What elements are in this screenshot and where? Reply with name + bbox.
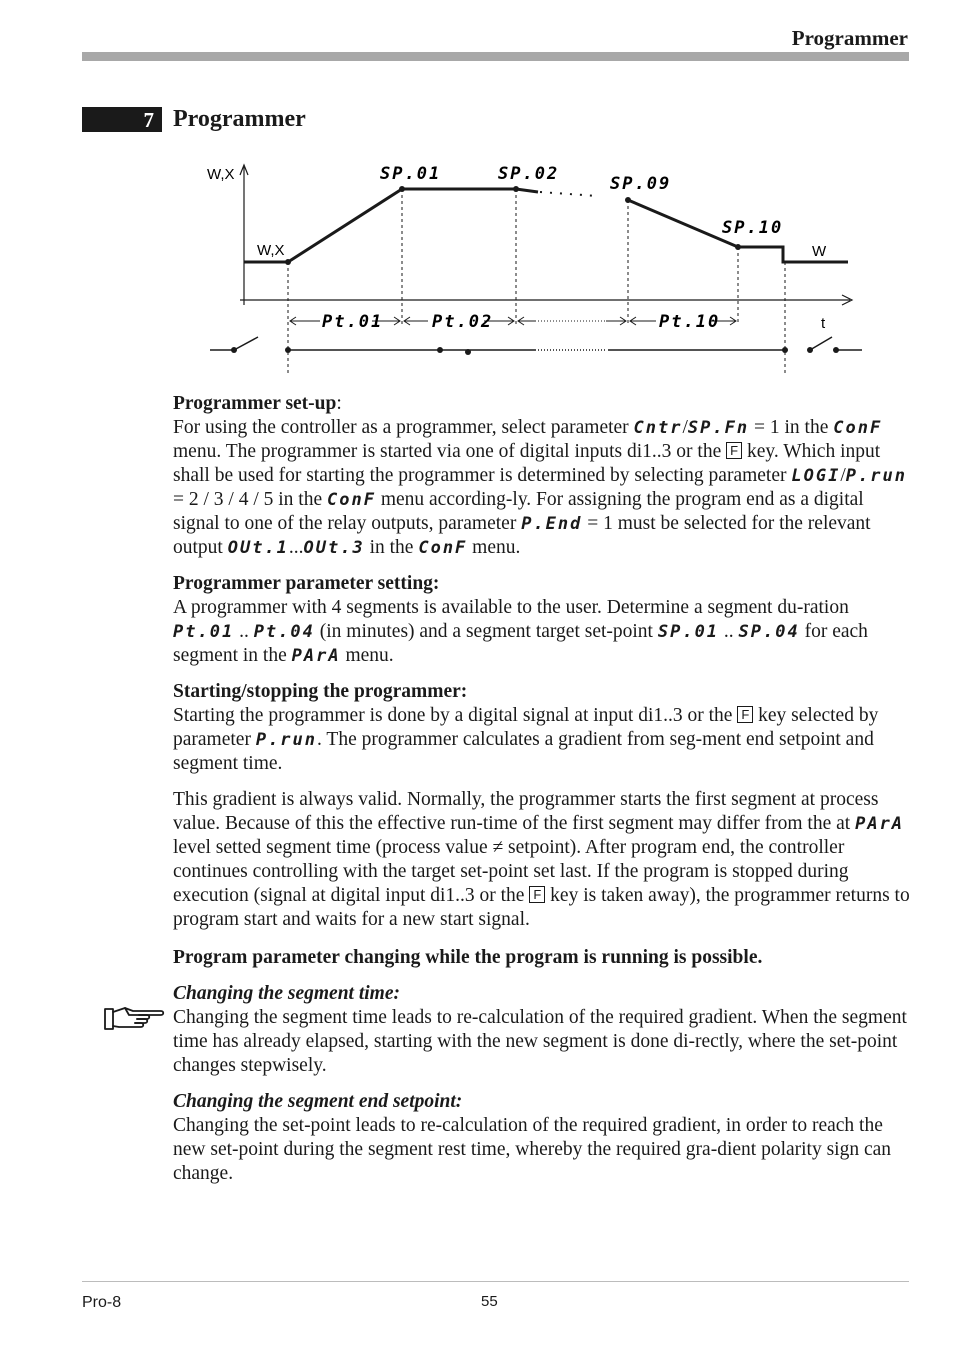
programmer-diagram [200,155,870,385]
param-prun: P.run [845,466,907,486]
label-sp01: SP.01 [380,164,442,184]
label-sp09: SP.09 [610,174,672,194]
x-axis-label: t [821,315,826,332]
param-setting-paragraph: Programmer parameter setting: A programmer with 4 segments is available to the user. Determine a segment du-ration Pt.01 .. Pt.04 (in minutes) and a segment target set-point SP.01 .. SP.04 for each segment in the PArA menu. [173,572,913,668]
param-prun: P.run [255,730,318,750]
param-out1: OUt.1 [227,538,289,558]
f-key-icon: F [737,706,753,723]
param-pt01: Pt.01 [173,622,235,642]
header-title: Programmer [791,26,908,50]
f-key-icon: F [726,442,742,459]
profile-dotted [540,192,598,196]
param-sp01: SP.01 [657,622,720,642]
param-conf: ConF [833,418,883,438]
param-out3: OUt.3 [303,538,365,558]
segment-time-heading: Changing the segment time: [173,983,400,1004]
section-number: 7 [82,107,162,132]
param-pend: P.End [521,514,583,534]
label-sp10: SP.10 [722,218,784,238]
param-pt04: Pt.04 [253,622,315,642]
left-curve-label: W,X [257,242,285,259]
param-sp04: SP.04 [738,622,800,642]
segment-end-paragraph: Changing the segment end setpoint: Changing the set-point leads to re-calculation of the required gradient, in order to reach the new set-point during the segment rest time, whereby the required gra-dient polarity sign can change. [173,1090,913,1186]
segment-end-heading: Changing the segment end setpoint: [173,1091,463,1112]
pointing-hand-icon [103,1003,165,1033]
section-title: Programmer [173,106,306,132]
label-sp02: SP.02 [498,164,560,184]
header-rule [82,52,909,61]
param-conf: ConF [327,490,376,510]
footer-rule [82,1281,909,1282]
param-para: PArA [855,814,905,834]
segment-time-paragraph: Changing the segment time: Changing the segment time leads to re-calculation of the required gradient. When the segment time has already elapsed, starting with the new segment is done di-rectly, where the set-point changes stepwisely. [173,982,913,1078]
setup-paragraph: Programmer set-up: For using the controller as a programmer, select parameter Cntr/SP.Fn = 1 in the ConF menu. The programmer is started via one of digital inputs di1..3 or the F key. Which input shall be used for starting the programmer is determined by selecting parameter LOGI/P.run = 2 / 3 / 4 / 5 in the ConF menu according-ly. For assigning the program end as a digital signal to one of the relay outputs, parameter P.End = 1 must be selected for the relevant output OUt.1...OUt.3 in the ConF menu. [173,393,907,558]
gradient-paragraph: This gradient is always valid. Normally, the programmer starts the first segment at process value. Because of this the effective run-time of the first segment may differ from the at PArA level setted segment time (process value ≠ setpoint). After program end, the controller continues controlling with the target set-point set last. If the program is stopped during execution (signal at digital input di1..3 or the F key is taken away), the programmer returns to program start and waits for a new start signal. [173,789,910,930]
y-axis-label: W,X [207,166,235,183]
profile-line [244,189,538,262]
body-text [173,392,913,1198]
right-curve-label: W [812,243,827,260]
note-text: Program parameter changing while the program is running is possible. [173,947,763,968]
label-pt10: Pt.10 [659,312,721,332]
param-para: PArA [291,646,341,666]
param-conf: ConF [418,538,468,558]
label-pt02: Pt.02 [432,312,494,332]
param-setting-heading: Programmer parameter setting: [173,573,440,594]
param-spfn: SP.Fn [687,418,750,438]
f-key-icon: F [529,886,545,903]
param-cntr: Cntr [633,418,683,438]
page-number: 55 [481,1293,498,1310]
start-stop-heading: Starting/stopping the programmer: [173,681,468,702]
param-logi: LOGI [791,466,841,486]
footer-doc-id: Pro-8 [82,1294,122,1311]
label-pt01: Pt.01 [322,312,384,332]
setup-heading: Programmer set-up [173,393,337,414]
start-stop-paragraph: Starting/stopping the programmer: Starting the programmer is done by a digital signal at input di1..3 or the F key selected by parameter P.run. The programmer calculates a gradient from seg-ment end setpoint and segment time. [173,680,913,776]
